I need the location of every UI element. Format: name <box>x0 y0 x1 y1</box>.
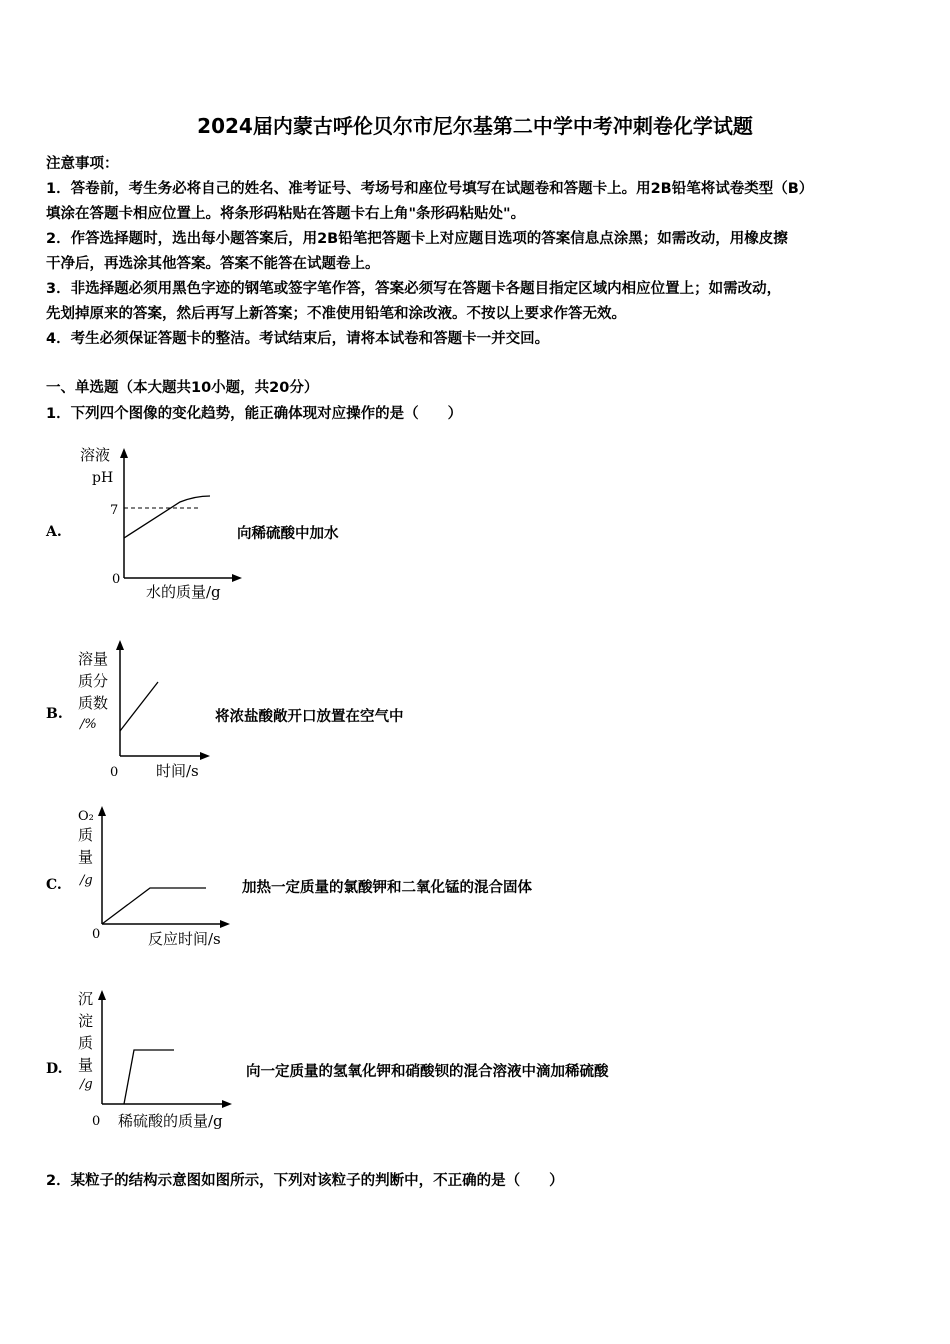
d-y-arrow <box>98 990 106 1000</box>
c-ylabel-1: O₂ <box>78 809 94 824</box>
question-1-stem: 1．下列四个图像的变化趋势，能正确体现对应操作的是（ ） <box>46 406 463 422</box>
d-ylabel-3: 质 <box>78 1034 94 1052</box>
option-d-graph <box>70 984 250 1134</box>
a-tick-7: 7 <box>110 503 119 518</box>
notice-line-3: 2．作答选择题时，选出每小题答案后，用2B铅笔把答题卡上对应题目选项的答案信息点涂黑；如需改动，用橡皮擦 <box>46 231 788 247</box>
a-ylabel-2: pH <box>92 470 114 486</box>
d-x-arrow <box>222 1100 232 1108</box>
b-xlabel: 时间/s <box>156 762 199 780</box>
section-heading: 一、单选题（本大题共10小题，共20分） <box>46 380 319 396</box>
notice-line-7: 4．考生必须保证答题卡的整洁。考试结束后，请将本试卷和答题卡一并交回。 <box>46 331 550 347</box>
d-origin: 0 <box>92 1114 101 1129</box>
c-ylabel-3: 量 <box>78 848 94 866</box>
option-b-desc: 将浓盐酸敞开口放置在空气中 <box>215 709 404 725</box>
notice-line-6: 先划掉原来的答案，然后再写上新答案；不准使用铅笔和涂改液。不按以上要求作答无效。 <box>46 306 626 322</box>
b-ylabel-1: 溶量 <box>78 650 109 668</box>
c-xlabel: 反应时间/s <box>148 930 221 948</box>
c-line <box>102 888 206 924</box>
option-b-letter: B. <box>46 706 63 722</box>
option-a-letter: A. <box>46 524 62 540</box>
c-y-arrow <box>98 806 106 816</box>
page-title: 2024届内蒙古呼伦贝尔市尼尔基第二中学中考冲刺卷化学试题 <box>197 114 753 138</box>
a-x-arrow <box>232 574 242 582</box>
d-line <box>124 1050 174 1104</box>
c-origin: 0 <box>92 927 101 942</box>
a-ylabel-1: 溶液 <box>80 446 111 464</box>
b-line <box>120 682 158 731</box>
b-origin: 0 <box>110 765 119 780</box>
b-ylabel-2: 质分 <box>78 672 109 690</box>
a-xlabel: 水的质量/g <box>146 583 221 601</box>
a-origin: 0 <box>112 572 121 587</box>
option-a-graph <box>70 440 250 610</box>
d-ylabel-5: /g <box>80 1077 93 1092</box>
c-ylabel-2: 质 <box>78 826 94 844</box>
notice-line-2: 填涂在答题卡相应位置上。将条形码粘贴在答题卡右上角"条形码粘贴处"。 <box>46 206 526 222</box>
b-x-arrow <box>200 752 210 760</box>
notice-heading: 注意事项： <box>46 156 119 172</box>
d-ylabel-1: 沉 <box>78 990 94 1008</box>
d-xlabel: 稀硫酸的质量/g <box>118 1112 223 1130</box>
c-x-arrow <box>220 920 230 928</box>
option-c-desc: 加热一定质量的氯酸钾和二氧化锰的混合固体 <box>242 880 532 896</box>
c-ylabel-4: /g <box>80 873 93 888</box>
notice-line-4: 干净后，再选涂其他答案。答案不能答在试题卷上。 <box>46 256 380 272</box>
b-y-arrow <box>116 640 124 650</box>
option-a-desc: 向稀硫酸中加水 <box>237 526 339 542</box>
option-d-desc: 向一定质量的氢氧化钾和硝酸钡的混合溶液中滴加稀硫酸 <box>246 1064 609 1080</box>
a-y-arrow <box>120 448 128 458</box>
d-ylabel-4: 量 <box>78 1056 94 1074</box>
b-ylabel-4: /% <box>80 717 97 732</box>
option-c-graph <box>70 800 250 955</box>
option-c-letter: C. <box>46 877 62 893</box>
a-curve <box>124 496 210 538</box>
notice-line-1: 1．答卷前，考生务必将自己的姓名、准考证号、考场号和座位号填写在试题卷和答题卡上。用2B铅笔将试卷类型（B） <box>46 181 814 197</box>
question-2-stem: 2．某粒子的结构示意图如图所示，下列对该粒子的判断中，不正确的是（ ） <box>46 1173 564 1189</box>
b-ylabel-3: 质数 <box>78 694 109 712</box>
option-d-letter: D. <box>46 1061 63 1077</box>
notice-line-5: 3．非选择题必须用黑色字迹的钢笔或签字笔作答，答案必须写在答题卡各题目指定区域内相应位置上；如需改动， <box>46 281 782 297</box>
d-ylabel-2: 淀 <box>78 1012 94 1030</box>
